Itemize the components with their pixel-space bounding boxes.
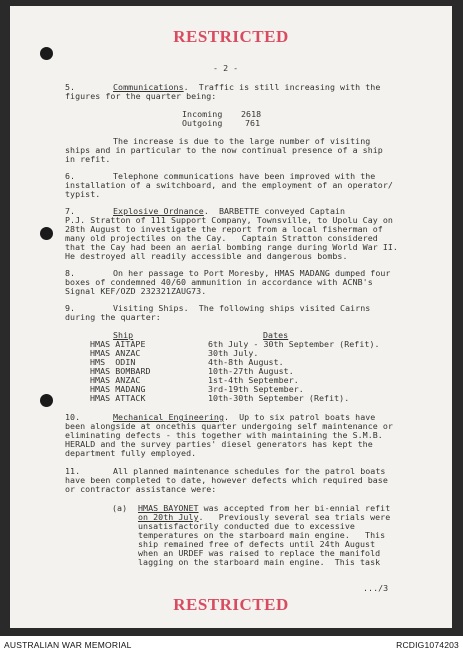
section-5-heading: Communications. Traffic is still increasing with the [113, 82, 381, 92]
ship-dates: 10th-27th August. [208, 366, 294, 376]
section-10-title: Mechanical Engineering [113, 412, 224, 422]
section-9-number: 9. [65, 303, 76, 313]
section-11-line: All planned maintenance schedules for the patrol boats [113, 466, 386, 476]
section-11-number: 11. [65, 466, 81, 476]
ship-name: HMAS MADANG [90, 384, 146, 394]
section-10-line: department fully employed. [65, 448, 197, 458]
sub-item-a-line: when an URDEF was raised to replace the manifold [138, 548, 381, 558]
section-7-line: P.J. Stratton of 111 Support Company, Townsville, to Upolu Cay on [65, 215, 393, 225]
sub-item-a-heading: HMAS BAYONET was accepted from her bi-ennial refit [138, 503, 391, 513]
section-5-line: figures for the quarter being: [65, 91, 217, 101]
punch-hole [40, 227, 53, 240]
section-10-line: eliminating defects - this together with maintaining the S.M.B. [65, 430, 383, 440]
section-10-number: 10. [65, 412, 81, 422]
section-9-line: Visiting Ships. The following ships visited Cairns [113, 303, 371, 313]
outgoing-value: 761 [245, 118, 261, 128]
section-7-number: 7. [65, 206, 76, 216]
ship-name: HMAS ANZAC [90, 348, 141, 358]
sub-item-a-line: temperatures on the starboard main engine. This [138, 530, 386, 540]
section-8-line: On her passage to Port Moresby, HMAS MADANG dumped four [113, 268, 391, 278]
ship-name: HMAS BOMBARD [90, 366, 151, 376]
ship-dates: 10th-30th September (Refit). [208, 393, 350, 403]
section-6-line: typist. [65, 189, 101, 199]
archive-name: AUSTRALIAN WAR MEMORIAL [4, 640, 132, 650]
ship-name: HMAS ANZAC [90, 375, 141, 385]
sub-item-a-line: ship remained free of defects until 24th August [138, 539, 376, 549]
section-11-line: or contractor assistance were: [65, 484, 217, 494]
section-8-number: 8. [65, 268, 76, 278]
sub-item-a-line: unsatisfactorily conducted due to excessive [138, 521, 355, 531]
section-7-line: that the Cay had been an aerial bombing range during World War II. [65, 242, 398, 252]
page-number: - 2 - [213, 63, 239, 73]
section-9-line: during the quarter: [65, 312, 161, 322]
sub-item-a-label: (a) [112, 503, 128, 513]
section-7-line: many old projectiles on the Cay. Captain Stratton considered [65, 233, 378, 243]
ship-dates: 3rd-19th September. [208, 384, 304, 394]
ship-dates: 30th July. [208, 348, 259, 358]
section-7-line: 28th August to investigate the report from a local fisherman of [65, 224, 383, 234]
ship-column-header: Ship [113, 330, 134, 340]
section-10-line: HERALD and the survey parties' diesel generators has kept the [65, 439, 373, 449]
section-6-line: Telephone communications have been improved with the [113, 171, 376, 181]
incoming-value: 2618 [241, 109, 262, 119]
restricted-stamp-top: RESTRICTED [173, 27, 289, 46]
section-7-line: He destroyed all readily accessible and dangerous bombs. [65, 251, 348, 261]
ship-name: HMAS AITAPE [90, 339, 146, 349]
section-5-para-line: The increase is due to the large number of visiting [113, 136, 371, 146]
punch-hole [40, 47, 53, 60]
section-5-para-line: in refit. [65, 154, 111, 164]
incoming-label: Incoming [182, 109, 223, 119]
sub-item-a-line: on 20th July. Previously several sea trials were [138, 512, 391, 522]
section-8-line: boxes of condemned 40/60 ammunition in accordance with ACNB's [65, 277, 373, 287]
section-7-title: Explosive Ordnance [113, 206, 204, 216]
sub-item-a-title: HMAS BAYONET [138, 503, 199, 513]
archive-id: RCDIG1074203 [396, 640, 459, 650]
punch-hole [40, 394, 53, 407]
ship-dates: 4th-8th August. [208, 357, 284, 367]
ship-dates: 6th July - 30th September (Refit). [208, 339, 380, 349]
section-10-heading: Mechanical Engineering. Up to six patrol boats have [113, 412, 376, 422]
section-5-title: Communications [113, 82, 184, 92]
dates-column-header: Dates [263, 330, 289, 340]
section-8-line: Signal KEF/OZD 232321ZAUG73. [65, 286, 207, 296]
ship-name: HMS ODIN [90, 357, 136, 367]
ship-dates: 1st-4th September. [208, 375, 299, 385]
section-10-line: been alongside at oncethis quarter undergoing self maintenance or [65, 421, 393, 431]
section-6-number: 6. [65, 171, 76, 181]
section-7-heading: Explosive Ordnance. BARBETTE conveyed Captain [113, 206, 346, 216]
continuation-marker: .../3 [363, 583, 389, 593]
section-11-line: have been completed to date, however defects which required base [65, 475, 388, 485]
restricted-stamp-bottom: RESTRICTED [173, 595, 289, 614]
archive-footer [0, 636, 463, 653]
section-5-number: 5. [65, 82, 76, 92]
section-6-line: installation of a switchboard, and the employment of an operator/ [65, 180, 393, 190]
document-page [10, 6, 452, 628]
sub-item-a-line: lagging on the starboard main engine. This task [138, 557, 381, 567]
ship-name: HMAS ATTACK [90, 393, 146, 403]
section-5-para-line: ships and in particular to the now continual presence of a ship [65, 145, 383, 155]
outgoing-label: Outgoing [182, 118, 223, 128]
